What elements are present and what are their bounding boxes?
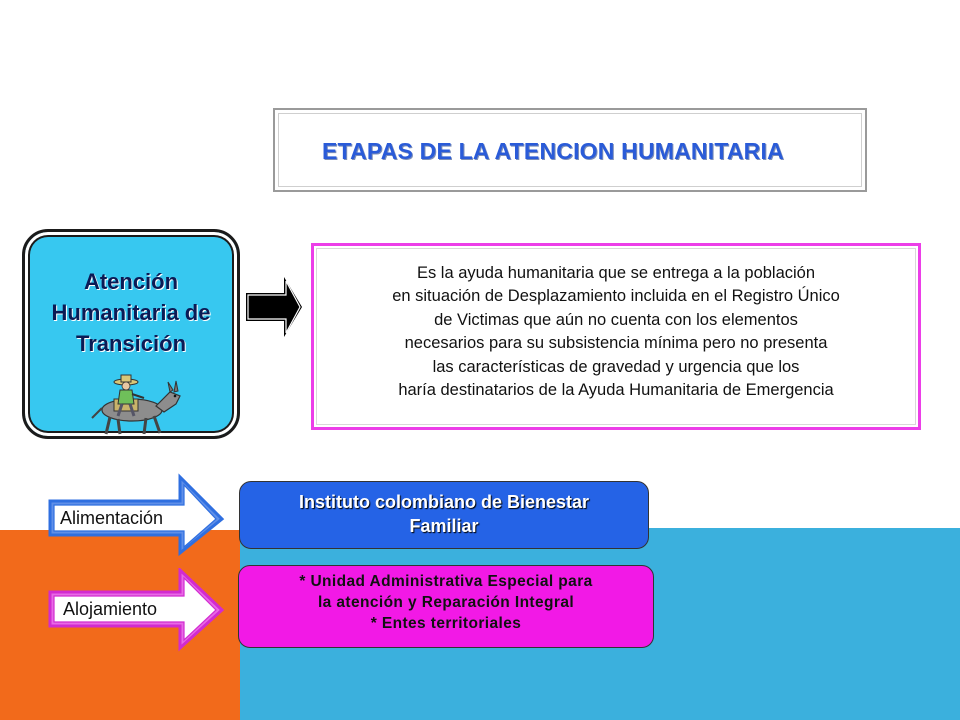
- uariv-box: * Unidad Administrativa Especial para la atención y Reparación Integral * Entes territoriales: [238, 565, 654, 648]
- slide-title: ETAPAS DE LA ATENCION HUMANITARIA: [322, 138, 784, 164]
- right-arrow-icon: [246, 277, 302, 337]
- concept-title-line-2: Humanitaria de: [51, 300, 211, 325]
- concept-title-line-1: Atención: [83, 269, 179, 294]
- icbf-line-1: Instituto colombiano de Bienestar: [298, 492, 590, 512]
- concept-title-line-3: Transición: [75, 331, 187, 356]
- definition-text: Es la ayuda humanitaria que se entrega a la población en situación de Desplazamiento incluida en el Registro Único de Victimas que aún no cuenta con los elementos necesarios para su subsistencia mínima pero no presenta las características de gravedad y urgencia que los haría destinatarios de la Ayuda Humanitaria de Emergencia: [392, 264, 840, 400]
- alojamiento-label: Alojamiento: [63, 599, 158, 619]
- alimentacion-label: Alimentación: [60, 508, 164, 528]
- icbf-box: [239, 481, 649, 549]
- donkey-rider-icon: [84, 372, 188, 436]
- concept-title: [22, 266, 240, 359]
- icbf-line-2: Familiar: [409, 516, 479, 536]
